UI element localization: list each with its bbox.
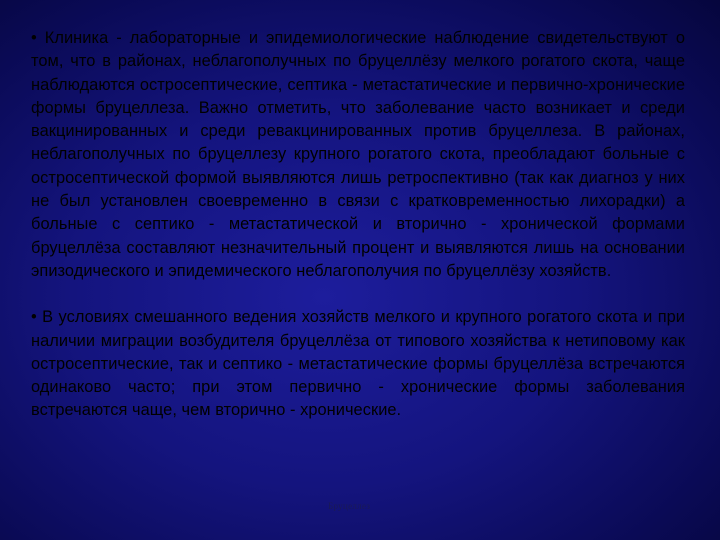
paragraph-clinical-observations: • Клиника - лабораторные и эпидемиологические наблюдение свидетельствуют о том, что в районах, неблагополучных по бруцеллёзу мелкого рогатого скота, чаще наблюдаются остросептические, септика - метастатические и первично-хронические формы бруцеллеза. Важно отметить, что заболевание часто возникает и среди вакцинированных и среди ревакцинированных против бруцеллеза. В районах, неблагополучных по бруцеллезу крупного рогатого скота, преобладают больные с остросептической формой выявляются лишь ретроспективно (так как диагноз у них не был установлен своевременно в связи с кратковременностью лихорадки) а больные с септико - метастатической и вторично - хронической формами бруцеллёза составляют незначительный процент и выявляются лишь на основании эпизодического и эпидемического неблагополучия по бруцеллёзу хозяйств. bbox=[31, 29, 685, 280]
slide-body bbox=[31, 27, 685, 423]
paragraph-mixed-farming: • В условиях смешанного ведения хозяйств мелкого и крупного рогатого скота и при наличии миграции возбудителя бруцеллёза от типового хозяйства к нетиповому как остросептические, так и септико - метастатические формы бруцеллёза встречаются одинаково часто; при этом первично - хронические формы заболевания встречаются чаще, чем вторично - хронические. bbox=[31, 308, 685, 420]
slide-footer: Бруцеллез bbox=[328, 501, 371, 511]
